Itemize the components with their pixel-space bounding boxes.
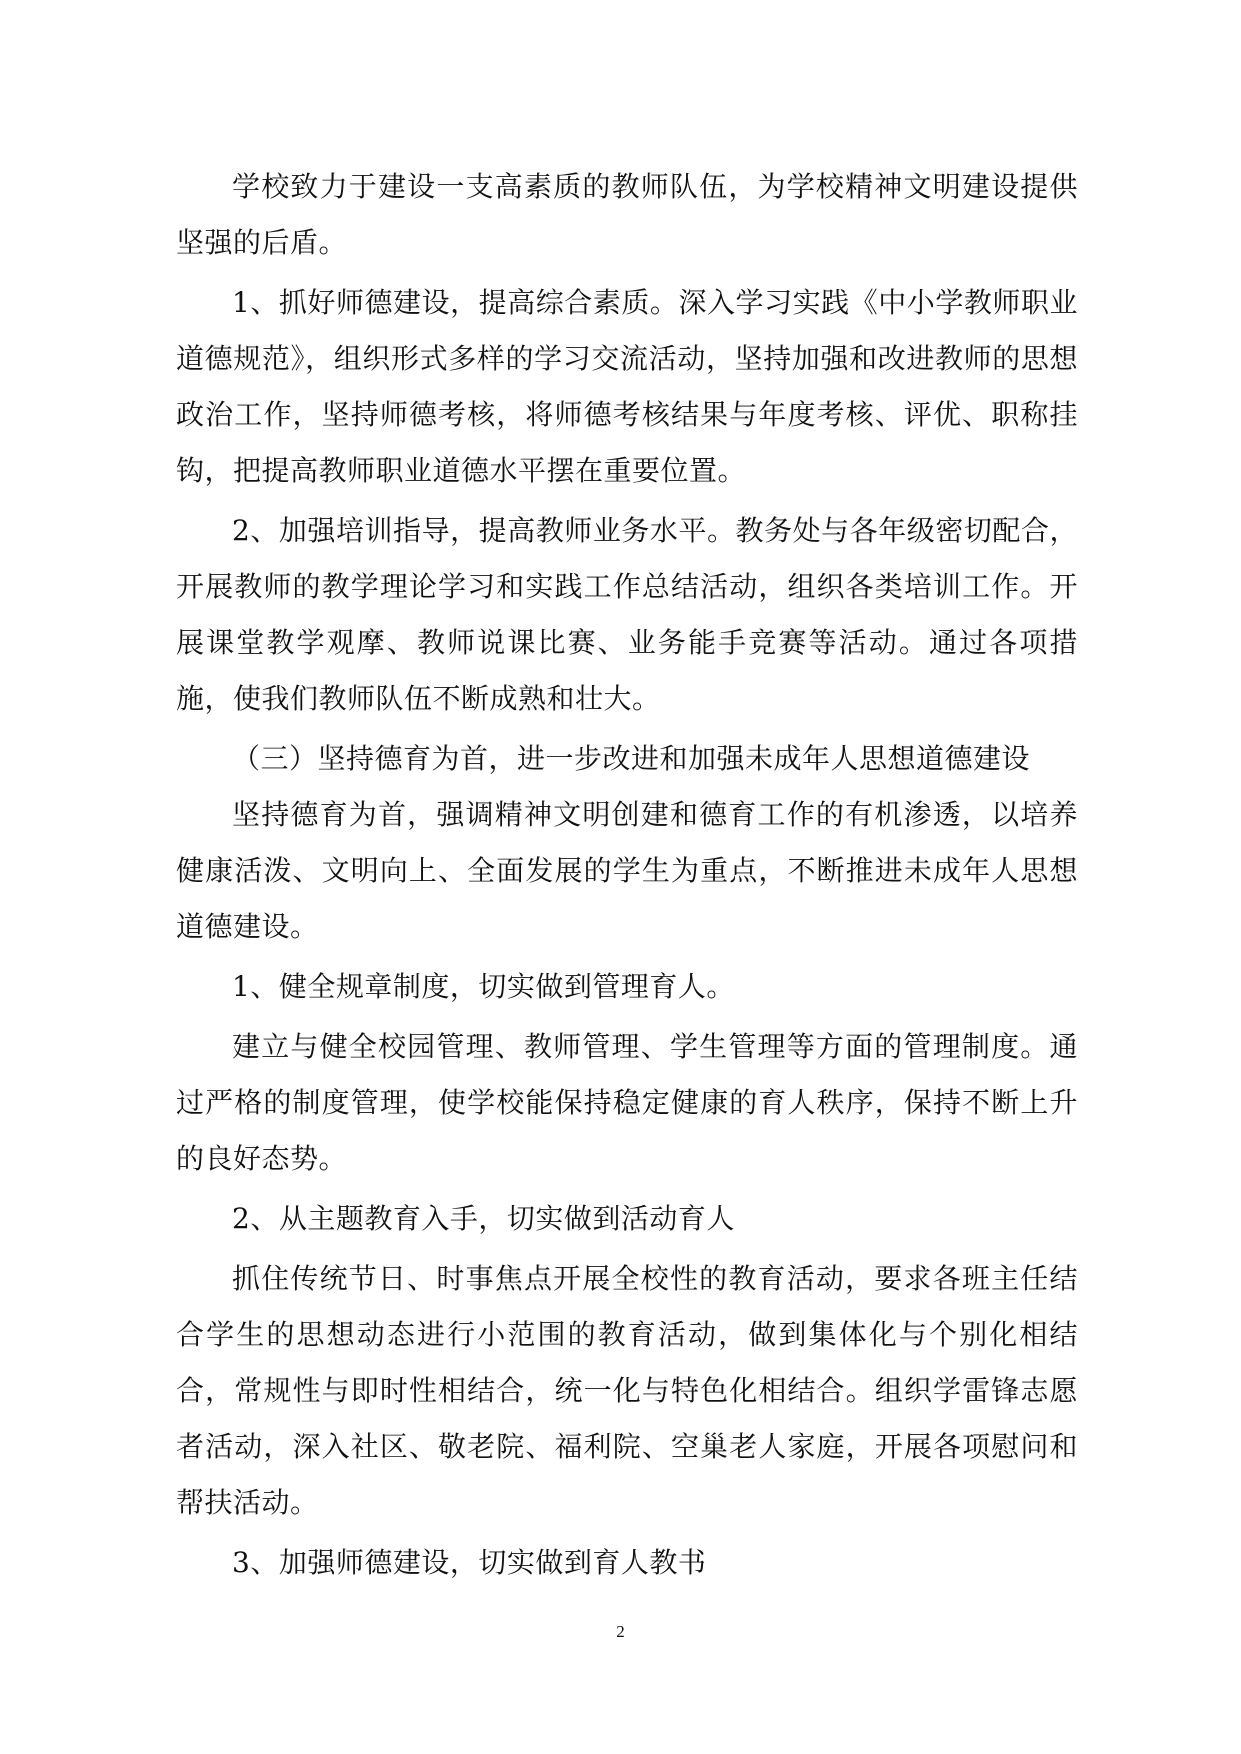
item-teacher-ethics-education: 3、加强师德建设，切实做到育人教书	[232, 1546, 707, 1579]
item-theme-education: 2、从主题教育入手，切实做到活动育人	[232, 1202, 735, 1235]
paragraph-moral-education: 坚持德育为首，强调精神文明创建和德育工作的有机渗透，以培养健康活泼、文明向上、全面发展的学生为重点，不断推进未成年人思想道德建设。	[176, 798, 1078, 943]
paragraph-teacher-ethics: 1、抓好师德建设，提高综合素质。深入学习实践《中小学教师职业道德规范》，组织形式多样的学习交流活动，坚持加强和改进教师的思想政治工作，坚持师德考核，将师德考核结果与年度考核、评优、职称挂钩，把提高教师职业道德水平摆在重要位置。	[176, 286, 1078, 487]
paragraph-management-system: 建立与健全校园管理、教师管理、学生管理等方面的管理制度。通过严格的制度管理，使学校能保持稳定健康的育人秩序，保持不断上升的良好态势。	[176, 1030, 1078, 1175]
document-body	[176, 159, 1078, 1591]
item-rules-regulations: 1、健全规章制度，切实做到管理育人。	[232, 970, 735, 1003]
page-number: 2	[616, 1622, 625, 1641]
paragraph-activities: 抓住传统节日、时事焦点开展全校性的教育活动，要求各班主任结合学生的思想动态进行小范围的教育活动，做到集体化与个别化相结合，常规性与即时性相结合，统一化与特色化相结合。组织学雷锋志愿者活动，深入社区、敬老院、福利院、空巢老人家庭，开展各项慰问和帮扶活动。	[176, 1262, 1078, 1519]
paragraph-intro: 学校致力于建设一支高素质的教师队伍，为学校精神文明建设提供坚强的后盾。	[176, 170, 1078, 259]
section-heading-moral-education: （三）坚持德育为首，进一步改进和加强未成年人思想道德建设	[232, 742, 1031, 775]
paragraph-training: 2、加强培训指导，提高教师业务水平。教务处与各年级密切配合，开展教师的教学理论学习和实践工作总结活动，组织各类培训工作。开展课堂教学观摩、教师说课比赛、业务能手竞赛等活动。通过各项措施，使我们教师队伍不断成熟和壮大。	[176, 514, 1078, 715]
